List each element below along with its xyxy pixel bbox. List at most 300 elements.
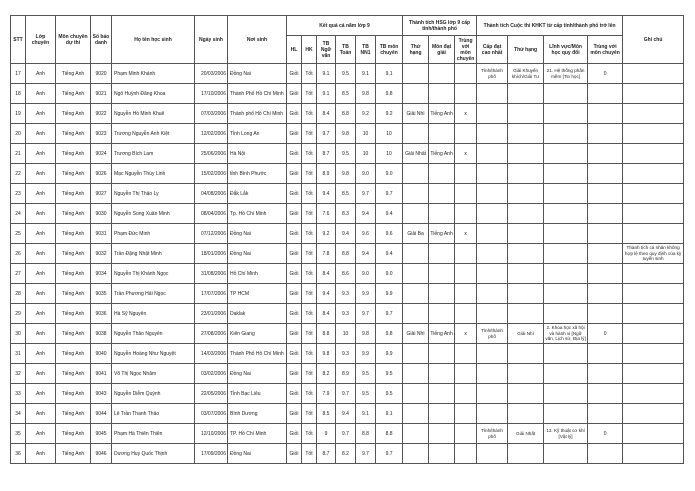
cell-khkt-thu-hang [508,164,544,184]
cell-hsg-thu-hang: Giải Nhì [403,324,429,344]
cell-tb-ngu-van: 7.6 [317,204,336,224]
cell-stt: 28 [11,284,26,304]
cell-stt: 19 [11,104,26,124]
cell-ghi-chu [623,344,684,364]
cell-ngay-sinh: 03/02/2006 [195,364,228,384]
cell-hsg-thu-hang: Giải Nhất [403,144,429,164]
cell-tb-ngu-van: 9 [317,424,336,444]
table-row [11,144,684,164]
cell-khkt-linh-vuc: 21. Hệ thống phần mềm [Tin học] [544,64,588,84]
cell-tb-toan: 9.8 [336,124,356,144]
cell-ngay-sinh: 27/08/2006 [195,324,228,344]
cell-hsg-trung [455,364,477,384]
cell-hsg-trung [455,444,477,464]
cell-tb-ngu-van: 9.4 [317,284,336,304]
cell-ghi-chu [623,444,684,464]
cell-mon-chuyen: Tiếng Anh [56,84,91,104]
table-row [11,264,684,284]
cell-hsg-mon-dat-giai [429,384,455,404]
cell-tb-ngu-van: 8.4 [317,264,336,284]
cell-khkt-thu-hang [508,144,544,164]
cell-tb-toan: 8.8 [336,244,356,264]
cell-so-bao-danh: 9038 [91,324,112,344]
cell-tb-nn1: 9.8 [356,324,376,344]
cell-tb-toan: 9.4 [336,404,356,424]
cell-hl: Giỏi [287,324,302,344]
cell-khkt-trung [588,284,623,304]
cell-hsg-trung [455,304,477,324]
cell-hsg-mon-dat-giai [429,84,455,104]
cell-hsg-mon-dat-giai [429,204,455,224]
cell-khkt-trung: 0 [588,324,623,344]
cell-hl: Giỏi [287,444,302,464]
cell-hsg-thu-hang [403,64,429,84]
cell-ngay-sinh: 25/06/2006 [195,144,228,164]
cell-khkt-thu-hang [508,104,544,124]
cell-tb-nn1: 9.4 [356,204,376,224]
cell-hsg-trung: x [455,324,477,344]
table-row [11,64,684,84]
cell-mon-chuyen: Tiếng Anh [56,144,91,164]
cell-khkt-trung [588,244,623,264]
header-khkt-thu-hang: Thứ hạng [508,36,544,64]
cell-hk: Tốt [302,224,317,244]
cell-ho-ten: Phạm Hà Thiên Thiên [112,424,195,444]
cell-ngay-sinh: 04/08/2006 [195,184,228,204]
table-row [11,164,684,184]
cell-khkt-cap [477,124,508,144]
cell-stt: 30 [11,324,26,344]
cell-hsg-trung [455,64,477,84]
cell-hsg-trung [455,184,477,204]
cell-khkt-cap [477,104,508,124]
header-lop-chuyen: Lớp chuyên [26,16,56,64]
cell-ho-ten: Trần Phương Hải Ngọc [112,284,195,304]
cell-ghi-chu [623,144,684,164]
cell-noi-sinh: Thành Phố Hồ Chí Minh [228,344,287,364]
cell-ngay-sinh: 17/09/2006 [195,444,228,464]
cell-lop-chuyen: Anh [26,224,56,244]
cell-lop-chuyen: Anh [26,324,56,344]
cell-stt: 31 [11,344,26,364]
header-ghi-chu: Ghi chú [623,16,684,64]
cell-hsg-trung [455,264,477,284]
header-so-bao-danh: Số báo danh [91,16,112,64]
cell-tb-toan: 9.3 [336,284,356,304]
cell-hsg-mon-dat-giai [429,184,455,204]
cell-hl: Giỏi [287,184,302,204]
table-row [11,224,684,244]
cell-hsg-trung [455,244,477,264]
cell-stt: 24 [11,204,26,224]
cell-ho-ten: Dương Huy Quốc Thịnh [112,444,195,464]
cell-mon-chuyen: Tiếng Anh [56,264,91,284]
table-body [11,64,684,464]
cell-hk: Tốt [302,204,317,224]
cell-tb-nn1: 9.0 [356,164,376,184]
cell-tb-mon-chuyen: 9.6 [376,224,403,244]
cell-lop-chuyen: Anh [26,64,56,84]
cell-khkt-linh-vuc [544,364,588,384]
cell-so-bao-danh: 9024 [91,144,112,164]
cell-khkt-cap [477,264,508,284]
cell-khkt-linh-vuc [544,164,588,184]
cell-stt: 25 [11,224,26,244]
cell-khkt-linh-vuc [544,184,588,204]
cell-ho-ten: Trương Nguyễn Anh Kiệt [112,124,195,144]
cell-tb-toan: 9.5 [336,144,356,164]
cell-lop-chuyen: Anh [26,444,56,464]
cell-lop-chuyen: Anh [26,304,56,324]
table-row [11,204,684,224]
cell-tb-toan: 9.4 [336,224,356,244]
cell-hsg-thu-hang [403,244,429,264]
cell-mon-chuyen: Tiếng Anh [56,324,91,344]
cell-hl: Giỏi [287,344,302,364]
cell-khkt-thu-hang [508,124,544,144]
cell-tb-nn1: 9.7 [356,444,376,464]
cell-so-bao-danh: 9044 [91,404,112,424]
cell-ho-ten: Lê Trần Thanh Thảo [112,404,195,424]
cell-tb-mon-chuyen: 9.8 [376,84,403,104]
cell-khkt-cap [477,224,508,244]
cell-mon-chuyen: Tiếng Anh [56,384,91,404]
cell-ho-ten: Mạc Nguyễn Thùy Linh [112,164,195,184]
cell-khkt-cap [477,364,508,384]
cell-hk: Tốt [302,424,317,444]
cell-tb-mon-chuyen: 9.1 [376,64,403,84]
cell-ghi-chu [623,264,684,284]
cell-khkt-cap: Tỉnh/thành phố [477,324,508,344]
cell-hl: Giỏi [287,424,302,444]
cell-hsg-thu-hang [403,444,429,464]
cell-khkt-trung [588,364,623,384]
cell-stt: 26 [11,244,26,264]
cell-khkt-thu-hang [508,264,544,284]
cell-tb-toan: 8.8 [336,104,356,124]
cell-khkt-thu-hang [508,84,544,104]
header-stt: STT [11,16,26,64]
cell-ngay-sinh: 31/08/2006 [195,264,228,284]
header-hsg-group: Thành tích HSG lớp 9 cấp tỉnh/thành phố [403,16,477,36]
cell-khkt-trung [588,164,623,184]
header-khkt-trung: Trùng với môn chuyên [588,36,623,64]
cell-so-bao-danh: 9020 [91,64,112,84]
cell-hsg-mon-dat-giai: Tiếng Anh [429,224,455,244]
cell-ghi-chu [623,284,684,304]
cell-khkt-thu-hang: Giải Nhất [508,424,544,444]
cell-khkt-linh-vuc [544,304,588,324]
cell-tb-ngu-van: 8.9 [317,164,336,184]
cell-khkt-linh-vuc [544,144,588,164]
cell-ghi-chu [623,124,684,144]
cell-hsg-mon-dat-giai [429,244,455,264]
cell-lop-chuyen: Anh [26,84,56,104]
table-row [11,124,684,144]
cell-tb-toan: 8.5 [336,184,356,204]
cell-noi-sinh: tỉnh Bình Phước [228,164,287,184]
cell-khkt-thu-hang [508,404,544,424]
cell-tb-mon-chuyen: 9.4 [376,244,403,264]
cell-ho-ten: Hà Sỹ Nguyên [112,304,195,324]
cell-tb-nn1: 9.1 [356,64,376,84]
cell-hl: Giỏi [287,84,302,104]
cell-khkt-trung [588,264,623,284]
cell-stt: 23 [11,184,26,204]
cell-khkt-trung [588,404,623,424]
header-khkt-cap: Cấp đạt cao nhất [477,36,508,64]
cell-mon-chuyen: Tiếng Anh [56,244,91,264]
header-hsg-mon-dat-giai: Môn đạt giải [429,36,455,64]
cell-khkt-linh-vuc [544,284,588,304]
cell-hsg-thu-hang [403,284,429,304]
cell-hsg-thu-hang [403,84,429,104]
cell-hsg-trung [455,404,477,424]
cell-tb-nn1: 9.6 [356,224,376,244]
cell-noi-sinh: TP. Hồ Chí Minh [228,424,287,444]
cell-mon-chuyen: Tiếng Anh [56,424,91,444]
cell-hk: Tốt [302,304,317,324]
cell-hl: Giỏi [287,264,302,284]
cell-tb-ngu-van: 8.4 [317,104,336,124]
table-row [11,104,684,124]
cell-hl: Giỏi [287,304,302,324]
cell-tb-toan: 9.8 [336,164,356,184]
cell-ngay-sinh: 12/02/2006 [195,124,228,144]
table-row [11,324,684,344]
cell-hsg-thu-hang [403,124,429,144]
cell-hl: Giỏi [287,364,302,384]
cell-tb-ngu-van: 9.1 [317,84,336,104]
cell-hl: Giỏi [287,384,302,404]
cell-tb-mon-chuyen: 9.9 [376,344,403,364]
cell-hk: Tốt [302,144,317,164]
cell-ngay-sinh: 14/03/2006 [195,344,228,364]
header-khkt-group: Thành tích Cuộc thi KHKT từ cấp tỉnh/thành phố trở lên [477,16,623,36]
cell-ho-ten: Võ Thị Ngọc Nhâm [112,364,195,384]
cell-noi-sinh: Kiên Giang [228,324,287,344]
cell-tb-nn1: 9.5 [356,384,376,404]
cell-tb-ngu-van: 9.8 [317,344,336,364]
cell-hl: Giỏi [287,144,302,164]
cell-noi-sinh: Đồng Nai [228,64,287,84]
cell-tb-ngu-van: 8.4 [317,304,336,324]
cell-tb-mon-chuyen: 9.0 [376,264,403,284]
cell-tb-nn1: 10 [356,124,376,144]
cell-khkt-linh-vuc [544,84,588,104]
cell-hk: Tốt [302,84,317,104]
cell-ngay-sinh: 18/01/2006 [195,244,228,264]
cell-hk: Tốt [302,364,317,384]
cell-noi-sinh: Daklak [228,304,287,324]
cell-hsg-thu-hang [403,164,429,184]
header-ket-qua-group: Kết quả cả năm lớp 9 [287,16,403,36]
cell-ghi-chu [623,204,684,224]
cell-tb-nn1: 9.7 [356,184,376,204]
cell-ghi-chu [623,384,684,404]
cell-lop-chuyen: Anh [26,344,56,364]
cell-khkt-cap [477,184,508,204]
cell-noi-sinh: Đồng Nai [228,224,287,244]
cell-khkt-linh-vuc [544,204,588,224]
cell-tb-toan: 8.9 [336,364,356,384]
cell-ngay-sinh: 15/02/2006 [195,164,228,184]
header-hsg-thu-hang: Thứ hạng [403,36,429,64]
cell-hsg-thu-hang [403,424,429,444]
cell-tb-ngu-van: 8.8 [317,324,336,344]
cell-tb-toan: 9.3 [336,344,356,364]
cell-hsg-trung [455,124,477,144]
student-results-table [10,15,684,464]
cell-stt: 29 [11,304,26,324]
cell-khkt-thu-hang: Giải Nhì [508,324,544,344]
cell-khkt-cap [477,384,508,404]
cell-hsg-mon-dat-giai [429,284,455,304]
cell-hsg-thu-hang: Giải Nhì [403,104,429,124]
cell-ngay-sinh: 17/07/2006 [195,284,228,304]
cell-hk: Tốt [302,124,317,144]
cell-hsg-mon-dat-giai [429,404,455,424]
cell-so-bao-danh: 9041 [91,364,112,384]
cell-hsg-mon-dat-giai: Tiếng Anh [429,104,455,124]
cell-khkt-cap [477,164,508,184]
cell-tb-nn1: 9.4 [356,244,376,264]
cell-hsg-trung [455,284,477,304]
cell-ghi-chu [623,324,684,344]
cell-khkt-thu-hang [508,224,544,244]
cell-mon-chuyen: Tiếng Anh [56,184,91,204]
cell-tb-mon-chuyen: 9.5 [376,384,403,404]
cell-khkt-cap [477,444,508,464]
cell-mon-chuyen: Tiếng Anh [56,164,91,184]
cell-khkt-cap: Tỉnh/thành phố [477,64,508,84]
cell-tb-mon-chuyen: 9.0 [376,164,403,184]
table-row [11,444,684,464]
cell-khkt-thu-hang [508,184,544,204]
cell-khkt-cap [477,404,508,424]
cell-so-bao-danh: 9032 [91,244,112,264]
cell-hl: Giỏi [287,104,302,124]
cell-hk: Tốt [302,344,317,364]
cell-ngay-sinh: 03/07/2006 [195,404,228,424]
cell-lop-chuyen: Anh [26,164,56,184]
cell-ngay-sinh: 17/10/2006 [195,84,228,104]
cell-khkt-trung [588,304,623,324]
cell-tb-toan: 9.7 [336,424,356,444]
cell-hk: Tốt [302,384,317,404]
cell-mon-chuyen: Tiếng Anh [56,204,91,224]
cell-tb-nn1: 9.0 [356,264,376,284]
cell-ngay-sinh: 23/01/2006 [195,304,228,324]
cell-mon-chuyen: Tiếng Anh [56,224,91,244]
cell-stt: 17 [11,64,26,84]
cell-lop-chuyen: Anh [26,104,56,124]
cell-mon-chuyen: Tiếng Anh [56,284,91,304]
cell-lop-chuyen: Anh [26,284,56,304]
cell-tb-toan: 8.5 [336,84,356,104]
cell-hsg-trung [455,84,477,104]
cell-khkt-thu-hang [508,384,544,404]
cell-ho-ten: Trương Bích Lam [112,144,195,164]
cell-hsg-thu-hang [403,344,429,364]
cell-tb-mon-chuyen: 9.4 [376,204,403,224]
cell-hsg-mon-dat-giai [429,264,455,284]
cell-so-bao-danh: 9030 [91,204,112,224]
cell-stt: 22 [11,164,26,184]
cell-noi-sinh: TP HCM [228,284,287,304]
cell-hsg-thu-hang [403,304,429,324]
cell-stt: 18 [11,84,26,104]
cell-tb-mon-chuyen: 9.2 [376,104,403,124]
cell-so-bao-danh: 9026 [91,164,112,184]
cell-hsg-mon-dat-giai: Tiếng Anh [429,324,455,344]
cell-so-bao-danh: 9040 [91,344,112,364]
cell-lop-chuyen: Anh [26,404,56,424]
cell-ngay-sinh: 12/10/2006 [195,424,228,444]
cell-hl: Giỏi [287,124,302,144]
cell-tb-mon-chuyen: 9.9 [376,284,403,304]
cell-lop-chuyen: Anh [26,264,56,284]
cell-khkt-linh-vuc [544,384,588,404]
cell-khkt-linh-vuc [544,224,588,244]
cell-tb-ngu-van: 7.8 [317,244,336,264]
cell-khkt-linh-vuc [544,264,588,284]
header-ngay-sinh: Ngày sinh [195,16,228,64]
cell-tb-mon-chuyen: 9.1 [376,404,403,424]
cell-khkt-trung [588,124,623,144]
cell-tb-nn1: 9.5 [356,364,376,384]
cell-ho-ten: Nguyễn Thị Khánh Ngọc [112,264,195,284]
cell-mon-chuyen: Tiếng Anh [56,344,91,364]
header-tb-toan: TB Toán [336,36,356,64]
cell-khkt-trung [588,144,623,164]
cell-mon-chuyen: Tiếng Anh [56,364,91,384]
cell-tb-toan: 8.6 [336,264,356,284]
cell-hsg-thu-hang [403,404,429,424]
cell-ho-ten: Nguyễn Hoàng Như Nguyệt [112,344,195,364]
cell-noi-sinh: Đắk Lắk [228,184,287,204]
cell-khkt-thu-hang [508,204,544,224]
cell-hk: Tốt [302,64,317,84]
cell-stt: 32 [11,364,26,384]
cell-ho-ten: Nguyễn Song Xuân Minh [112,204,195,224]
cell-tb-nn1: 9.7 [356,304,376,324]
cell-khkt-thu-hang [508,364,544,384]
cell-noi-sinh: Đồng Nai [228,364,287,384]
cell-khkt-linh-vuc: 13. Kỹ thuật cơ khí [Vật lý] [544,424,588,444]
cell-hk: Tốt [302,284,317,304]
cell-lop-chuyen: Anh [26,244,56,264]
cell-mon-chuyen: Tiếng Anh [56,304,91,324]
cell-ho-ten: Nguyễn Thảo Nguyên [112,324,195,344]
cell-hsg-trung [455,204,477,224]
cell-so-bao-danh: 9023 [91,124,112,144]
cell-hsg-mon-dat-giai [429,444,455,464]
cell-tb-ngu-van: 9.4 [317,184,336,204]
cell-tb-ngu-van: 8.7 [317,144,336,164]
cell-stt: 36 [11,444,26,464]
cell-hsg-thu-hang [403,364,429,384]
cell-stt: 21 [11,144,26,164]
cell-hl: Giỏi [287,164,302,184]
cell-tb-nn1: 9.9 [356,284,376,304]
header-hsg-trung: Trùng với môn chuyên [455,36,477,64]
cell-hsg-thu-hang: Giải Ba [403,224,429,244]
cell-tb-toan: 9.7 [336,384,356,404]
cell-khkt-thu-hang [508,344,544,364]
cell-khkt-trung [588,204,623,224]
cell-mon-chuyen: Tiếng Anh [56,124,91,144]
